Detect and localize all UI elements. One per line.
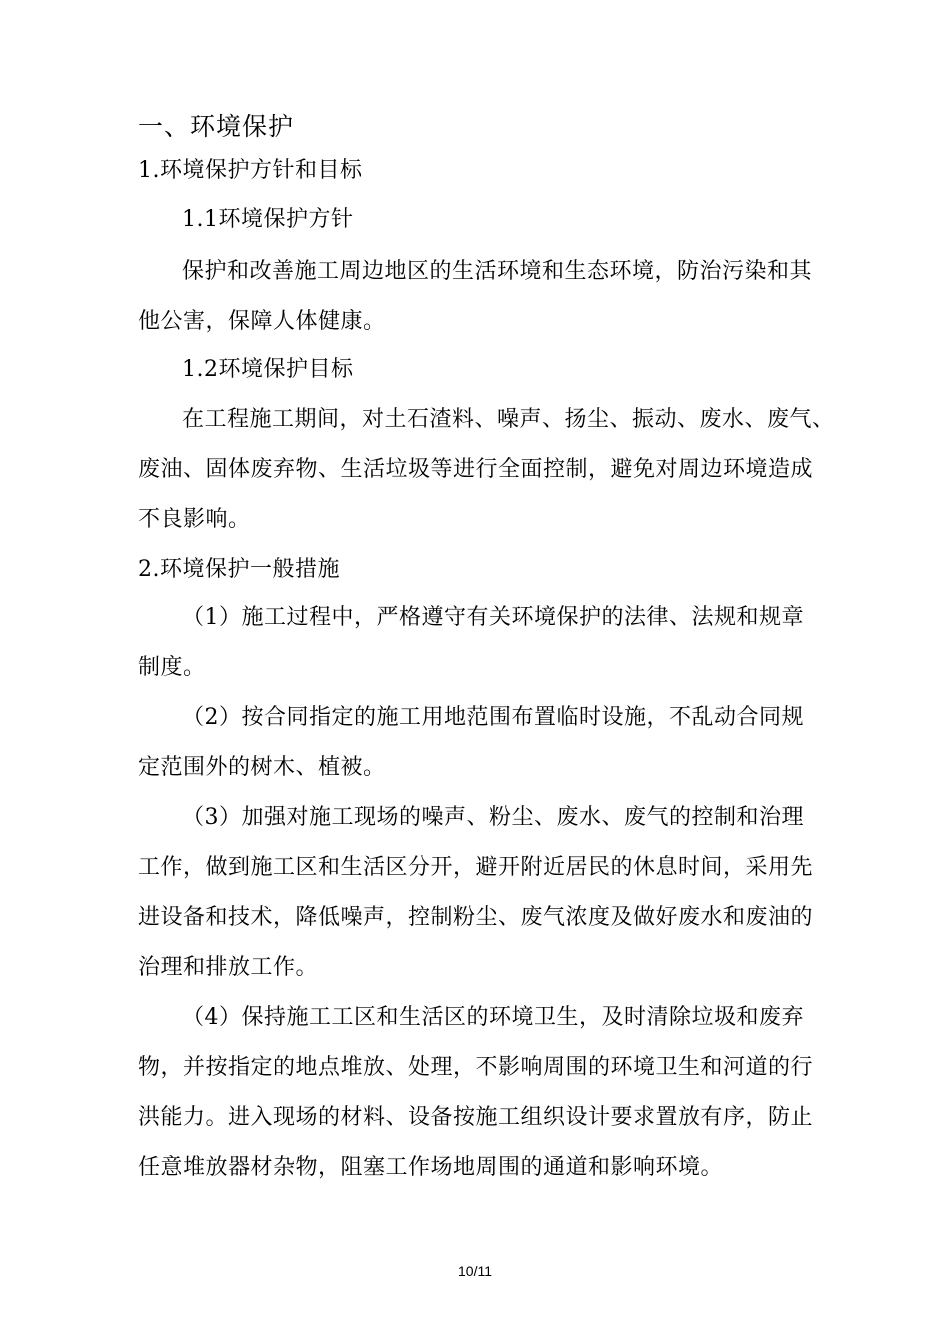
page-heading: 一、环境保护 [138, 112, 295, 141]
section-title-2: 2.环境保护一般措施 [138, 557, 340, 582]
list-item-line: 物，并按指定的地点堆放、处理，不影响周围的环境卫生和河道的行 [138, 1055, 814, 1080]
paragraph-line: 不良影响。 [138, 507, 251, 532]
list-item-line: （3）加强对施工现场的噪声、粉尘、废水、废气的控制和治理 [182, 805, 804, 830]
subsection-title-1-2: 1.2环境保护目标 [182, 357, 354, 382]
paragraph-line: 废油、固体废弃物、生活垃圾等进行全面控制，避免对周边环境造成 [138, 457, 814, 482]
list-item-line: 治理和排放工作。 [138, 955, 319, 980]
list-item-line: （1）施工过程中，严格遵守有关环境保护的法律、法规和规章 [182, 605, 804, 630]
list-item-line: 定范围外的树木、植被。 [138, 755, 386, 780]
list-item-line: 洪能力。进入现场的材料、设备按施工组织设计要求置放有序，防止 [138, 1105, 814, 1130]
paragraph-line: 他公害，保障人体健康。 [138, 309, 386, 334]
list-item-line: 制度。 [138, 655, 206, 680]
list-item-line: 工作，做到施工区和生活区分开，避开附近居民的休息时间，采用先 [138, 855, 814, 880]
paragraph-line: 在工程施工期间，对土石渣料、噪声、扬尘、振动、废水、废气、 [182, 407, 835, 432]
list-item-line: 任意堆放器材杂物，阻塞工作场地周围的通道和影响环境。 [138, 1155, 724, 1180]
subsection-title-1-1: 1.1环境保护方针 [182, 207, 354, 232]
section-title-1: 1.环境保护方针和目标 [138, 158, 363, 183]
paragraph-line: 保护和改善施工周边地区的生活环境和生态环境，防治污染和其 [182, 259, 813, 284]
list-item-line: （2）按合同指定的施工用地范围布置临时设施，不乱动合同规 [182, 705, 804, 730]
list-item-line: 进设备和技术，降低噪声，控制粉尘、废气浓度及做好废水和废油的 [138, 905, 814, 930]
page-number: 10/11 [458, 1263, 492, 1279]
list-item-line: （4）保持施工工区和生活区的环境卫生，及时清除垃圾和废弃 [182, 1005, 804, 1030]
